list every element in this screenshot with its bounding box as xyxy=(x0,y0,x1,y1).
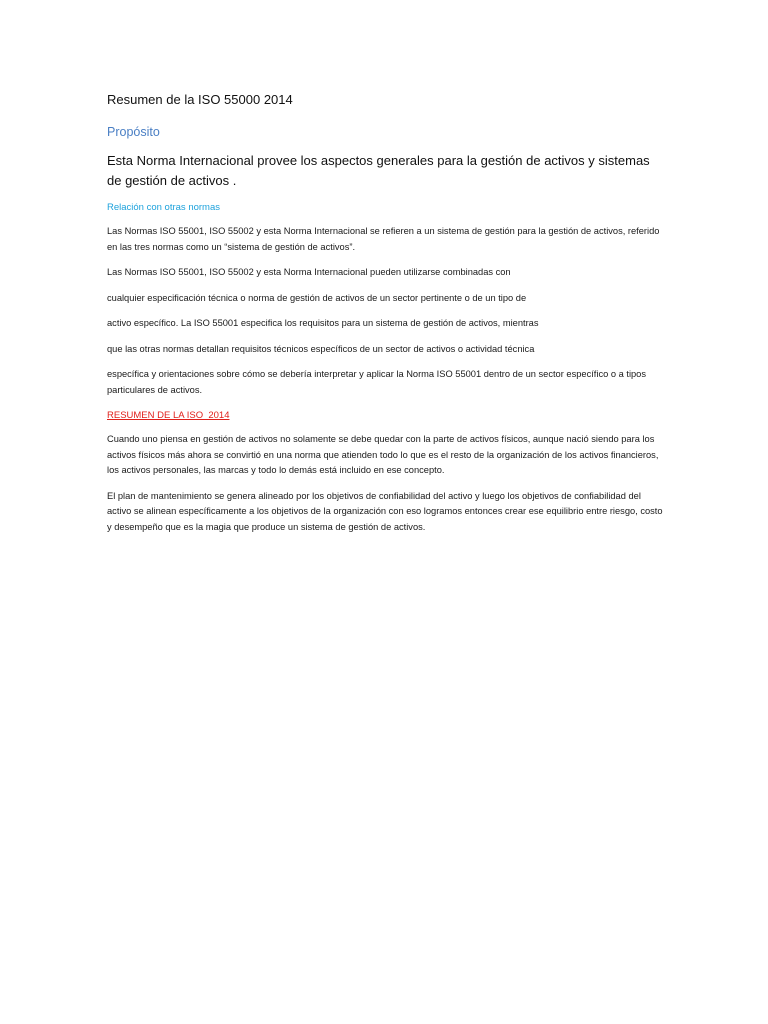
relation-paragraph-4: activo específico. La ISO 55001 especifica los requisitos para un sistema de gestión de activos, mientras xyxy=(107,318,539,328)
relation-paragraph-5: que las otras normas detallan requisitos técnicos específicos de un sector de activos o actividad técnica xyxy=(107,343,535,354)
document-title: Resumen de la ISO 55000 2014 xyxy=(107,92,293,107)
summary-paragraph-1: Cuando uno piensa en gestión de activos no solamente se debe quedar con la parte de activos físicos, aunque nació siendo para los activos físicos más ahora se convirtió en una norma que atienden todo lo que es el resto de la organización de los activos financieros, los activos personales, las marcas y todo lo demás está incluido en ese concepto. xyxy=(107,434,659,475)
purpose-heading: Propósito xyxy=(107,125,160,139)
document-page xyxy=(107,90,663,545)
relation-paragraph-2: Las Normas ISO 55001, ISO 55002 y esta Norma Internacional pueden utilizarse combinadas con xyxy=(107,267,511,277)
purpose-text: Esta Norma Internacional provee los aspectos generales para la gestión de activos y sistemas de gestión de activos . xyxy=(107,153,650,188)
relation-heading: Relación con otras normas xyxy=(107,202,220,213)
summary-heading: RESUMEN DE LA ISO 2014 xyxy=(107,410,230,421)
relation-paragraph-1: Las Normas ISO 55001, ISO 55002 y esta Norma Internacional se refieren a un sistema de gestión para la gestión de activos, referido en las tres normas como un “sistema de gestión de activos”. xyxy=(107,226,660,252)
relation-paragraph-3: cualquier especificación técnica o norma de gestión de activos de un sector pertinente o de un tipo de xyxy=(107,292,527,303)
summary-paragraph-2: El plan de mantenimiento se genera alineado por los objetivos de confiabilidad del activo y luego los objetivos de confiabilidad del activo se alinean específicamente a los objetivos de la organización con eso logramos entonces crear ese equilibrio entre riesgo, costo y desempeño que es la magia que produce un sistema de gestión de activos. xyxy=(107,490,663,532)
relation-paragraph-6: específica y orientaciones sobre cómo se debería interpretar y aplicar la Norma ISO 55001 dentro de un sector específico o a tipos particulares de activos. xyxy=(107,369,646,395)
